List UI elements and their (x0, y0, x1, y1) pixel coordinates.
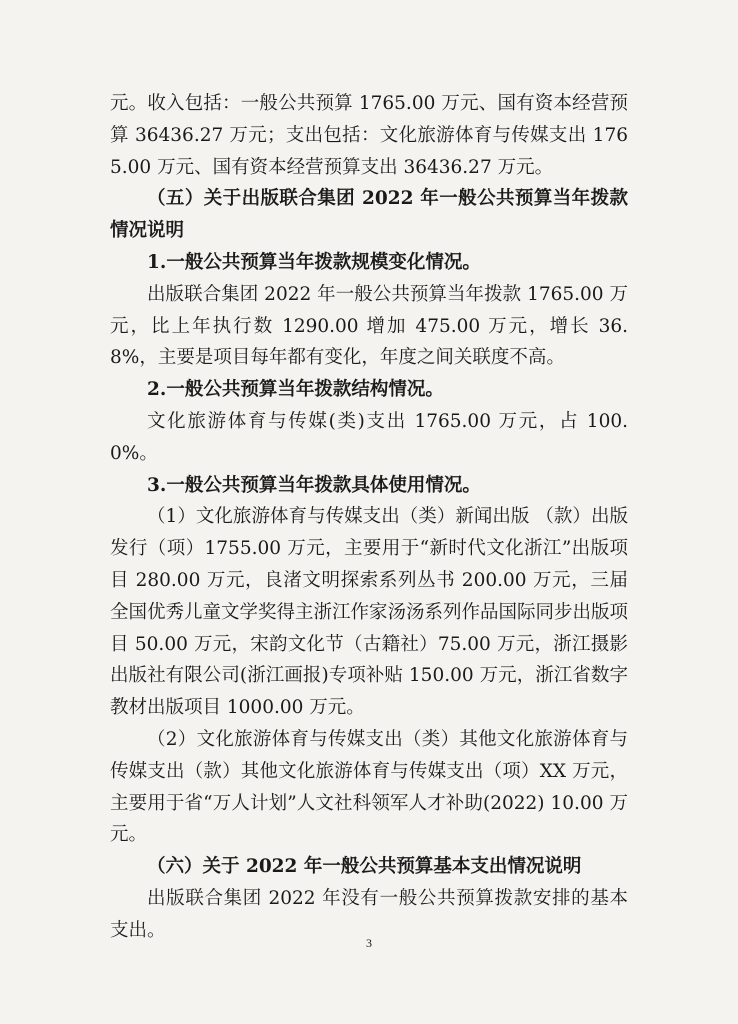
page-number: 3 (366, 936, 372, 950)
paragraph-item-2: （2）文化旅游体育与传媒支出（类）其他文化旅游体育与传媒支出（款）其他文化旅游体育与传媒支出（项）XX 万元，主要用于省“万人计划”人文社科领军人才补助(2022) 10.00 万元。 (110, 728, 628, 846)
section-heading-6: （六）关于 2022 年一般公共预算基本支出情况说明 (147, 856, 582, 878)
section-heading-5: （五）关于出版联合集团 2022 年一般公共预算当年拨款情况说明 (110, 188, 628, 242)
subheading-structure: 2.一般公共预算当年拨款结构情况。 (147, 379, 444, 401)
subheading-specific-use: 3.一般公共预算当年拨款具体使用情况。 (147, 474, 481, 496)
paragraph-structure: 文化旅游体育与传媒(类)支出 1765.00 万元，占 100.0%。 (110, 410, 628, 464)
paragraph-scale-change: 出版联合集团 2022 年一般公共预算当年拨款 1765.00 万元，比上年执行数 1290.00 增加 475.00 万元，增长 36.8%，主要是项目每年都有变化，年度之间关联度不高。 (110, 283, 628, 369)
paragraph-item-1: （1）文化旅游体育与传媒支出（类）新闻出版 （款）出版发行（项）1755.00 万元，主要用于“新时代文化浙江”出版项目 280.00 万元，良渚文明探索系列丛书 200.00 万元，三届全国优秀儿童文学奖得主浙江作家汤汤系列作品国际同步出版项目 50.00 万元，宋韵文化节（古籍社）75.00 万元，浙江摄影出版社有限公司(浙江画报)专项补贴 150.00 万元，浙江省数字教材出版项目 1000.00 万元。 (110, 506, 629, 719)
paragraph-basic-expenditure: 出版联合集团 2022 年没有一般公共预算拨款安排的基本支出。 (110, 887, 628, 941)
paragraph-revenue-expenditure: 元。收入包括：一般公共预算 1765.00 万元、国有资本经营预算 36436.27 万元；支出包括：文化旅游体育与传媒支出 1765.00 万元、国有资本经营预算支出 36436.27 万元。 (110, 93, 628, 178)
subheading-scale-change: 1.一般公共预算当年拨款规模变化情况。 (147, 251, 481, 273)
